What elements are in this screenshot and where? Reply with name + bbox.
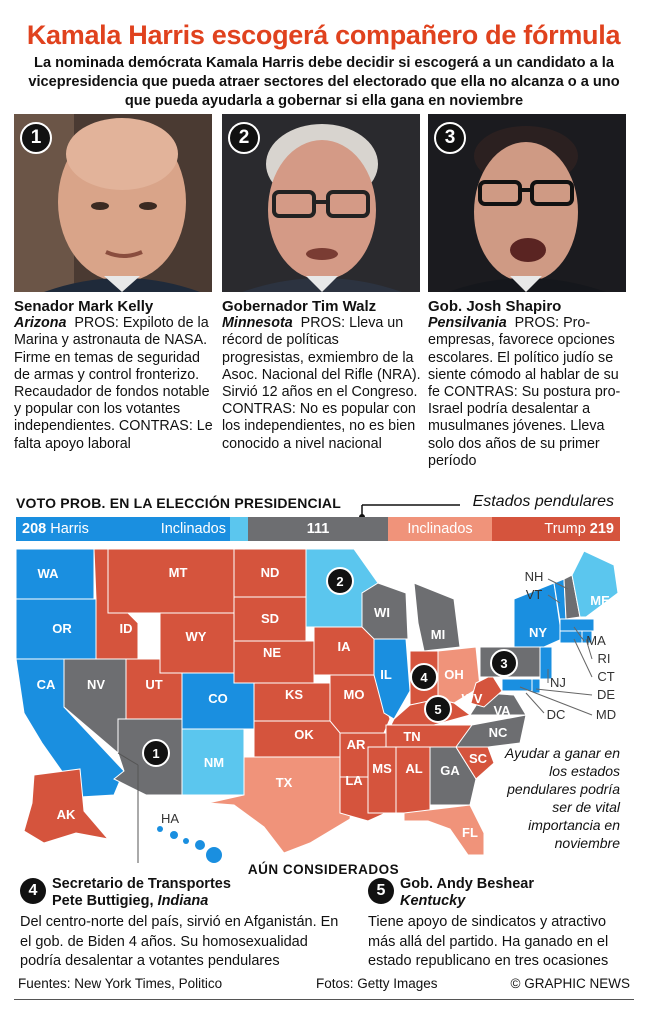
label-tn: TN <box>403 729 421 744</box>
page-title: Kamala Harris escogerá compañero de fórmula <box>26 20 621 50</box>
label-ut: UT <box>145 677 163 692</box>
label-md: MD <box>595 707 617 722</box>
candidate-card-shapiro <box>428 114 628 470</box>
candidate-pros-cons: PROS: Lleva un récord de políticas progresistas, exmiembro de la Asoc. Nacional del Rifle (NRA). Sirvió 12 años en el Congreso. CONTRAS: No es popular con los independientes, no es bien conocido a nivel nacional <box>222 315 421 452</box>
label-ia: IA <box>337 639 351 654</box>
svg-text:5: 5 <box>434 702 442 717</box>
candidate-pros-cons: PROS: Expiloto de la Marina y astronauta de NASA. Firme en temas de seguridad de armas y control fronterizo. Recaudador de fondos notable y popular con los votantes independientes. CONTRAS: Le falta apoyo laboral <box>14 315 213 452</box>
svg-text:1: 1 <box>152 746 160 761</box>
footer-credit: © GRAPHIC NEWS <box>510 976 630 991</box>
state-de <box>532 679 540 693</box>
bar-lean-harris <box>230 517 248 541</box>
label-sc: SC <box>468 751 488 766</box>
label-or: OR <box>52 621 72 636</box>
option-buttigieg <box>20 876 350 972</box>
footer <box>14 968 634 1000</box>
svg-text:4: 4 <box>420 670 428 685</box>
option-state: Indiana <box>157 893 209 909</box>
label-ak: AK <box>56 807 76 822</box>
harris-label: Harris <box>50 521 89 537</box>
option-head <box>400 876 628 910</box>
label-ar: AR <box>346 737 366 752</box>
label-ma: MA <box>586 633 606 648</box>
candidate-card-kelly <box>14 114 214 453</box>
candidate-state: Minnesota <box>222 315 293 332</box>
bar-trump <box>492 517 620 541</box>
label-tx: TX <box>275 775 293 790</box>
candidate-photo-shapiro <box>428 114 626 292</box>
swing-states-legend <box>473 493 614 511</box>
label-nh: NH <box>524 569 544 584</box>
label-ny: NY <box>528 625 548 640</box>
option-head-line2: Pete Buttigieg, <box>52 893 154 909</box>
label-de: DE <box>596 687 616 702</box>
vote-header <box>16 495 636 511</box>
state-ms <box>368 747 396 813</box>
label-oh: OH <box>444 667 464 682</box>
electoral-vote-bar <box>16 517 620 541</box>
page-subtitle: La nominada demócrata Kamala Harris debe decidir si escogerá a un candidato a la vicepresidencia que pueda atraer sectores del electorado que ella no alcanza o a uno que pueda ayudarla a gobernar si ella gana en noviembre <box>28 55 620 109</box>
candidate-number-badge: 3 <box>434 122 466 154</box>
candidate-name: Gobernador Tim Walz <box>222 298 377 315</box>
label-mo: MO <box>343 687 365 702</box>
label-nj: NJ <box>550 675 566 690</box>
svg-text:3: 3 <box>500 656 508 671</box>
state-al <box>396 747 430 813</box>
candidate-description <box>222 298 422 453</box>
label-al: AL <box>405 761 423 776</box>
label-fl: FL <box>462 825 478 840</box>
tossup-count: 111 <box>306 521 330 537</box>
option-head-line1: Secretario de Transportes <box>52 876 231 892</box>
label-id: ID <box>119 621 133 636</box>
lean-label-trump: Inclinados <box>407 521 473 537</box>
bar-tossup <box>248 517 388 541</box>
candidate-state: Arizona <box>14 315 67 332</box>
candidate-state: Pensilvania <box>428 315 507 332</box>
label-ri: RI <box>597 651 611 666</box>
option-description: Del centro-norte del país, sirvió en Afganistán. En el gob. de Biden 4 años. Su homosexualidad podría desalentar a votantes pendulares <box>20 914 339 969</box>
harris-count: 208 <box>22 521 47 537</box>
swing-states-legend-label: Estados pendulares <box>472 493 614 510</box>
candidate-description <box>428 298 628 470</box>
label-ms: MS <box>372 761 392 776</box>
label-ok: OK <box>294 727 314 742</box>
option-beshear <box>368 876 628 972</box>
option-head <box>52 876 350 910</box>
label-ga: GA <box>440 763 460 778</box>
lean-label-harris: Inclinados <box>160 521 226 537</box>
map-badge-4 <box>411 664 437 690</box>
trump-label: Trump <box>544 521 586 537</box>
footer-sources: Fuentes: New York Times, Politico <box>18 976 223 991</box>
candidate-photo-walz <box>222 114 420 292</box>
candidate-number-badge: 1 <box>20 122 52 154</box>
candidate-number-badge: 2 <box>228 122 260 154</box>
label-sd: SD <box>260 611 280 626</box>
option-head-line1: Gob. Andy Beshear <box>400 876 535 892</box>
label-wi: WI <box>374 605 390 620</box>
footer-photos: Fotos: Getty Images <box>316 976 438 991</box>
candidate-name: Senador Mark Kelly <box>14 298 154 315</box>
svg-text:2: 2 <box>336 574 344 589</box>
label-il: IL <box>380 667 392 682</box>
candidate-name: Gob. Josh Shapiro <box>428 298 562 315</box>
label-co: CO <box>208 691 228 706</box>
map-caption: Ayudar a ganar en los estados pendulares podría ser de vital importancia en noviembre <box>504 745 620 851</box>
label-vt: VT <box>525 587 543 602</box>
option-description: Tiene apoyo de sindicatos y atractivo más allá del partido. Ha ganado en el estado republicano en tres ocasiones <box>368 914 609 969</box>
label-ha: HA <box>160 811 180 826</box>
label-nc: NC <box>488 725 508 740</box>
map-badge-3 <box>491 650 517 676</box>
option-number-badge: 4 <box>20 878 46 904</box>
label-nv: NV <box>86 677 106 692</box>
state-mt <box>108 549 234 613</box>
candidate-photo-kelly <box>14 114 212 292</box>
option-state: Kentucky <box>400 893 466 909</box>
map-badge-5 <box>425 696 451 722</box>
label-dc: DC <box>546 707 566 722</box>
label-wy: WY <box>185 629 207 644</box>
label-nd: ND <box>260 565 280 580</box>
option-number-badge: 5 <box>368 878 394 904</box>
label-nm: NM <box>203 755 225 770</box>
candidate-pros-cons: PROS: Pro-empresas, favorece opciones escolares. El político judío se siente cómodo al hablar de su fe CONTRAS: Su postura pro-Israel podría desalentar a musulmanes jóvenes. Lleva solo dos años de su primer período <box>428 315 621 469</box>
map-badge-1 <box>143 740 169 766</box>
trump-count: 219 <box>589 521 614 537</box>
bar-lean-trump <box>388 517 492 541</box>
label-mi: MI <box>430 627 446 642</box>
label-me: ME <box>590 593 610 608</box>
label-ne: NE <box>262 645 282 660</box>
label-wv: WV <box>461 691 483 706</box>
candidate-description <box>14 298 214 453</box>
also-considered-heading: AÚN CONSIDERADOS <box>247 862 400 877</box>
bar-harris <box>16 517 138 541</box>
state-md <box>502 679 532 691</box>
state-ma <box>560 619 594 631</box>
label-ca: CA <box>36 677 56 692</box>
label-va: VA <box>493 703 511 718</box>
label-ks: KS <box>284 687 304 702</box>
vote-label: VOTO PROB. EN LA ELECCIÓN PRESIDENCIAL <box>16 495 341 511</box>
map-badge-2 <box>327 568 353 594</box>
bar-harris-lean-label <box>138 517 230 541</box>
label-wa: WA <box>37 566 59 581</box>
label-mt: MT <box>168 565 188 580</box>
label-ct: CT <box>597 669 615 684</box>
candidate-card-walz <box>222 114 422 453</box>
label-la: LA <box>345 773 363 788</box>
